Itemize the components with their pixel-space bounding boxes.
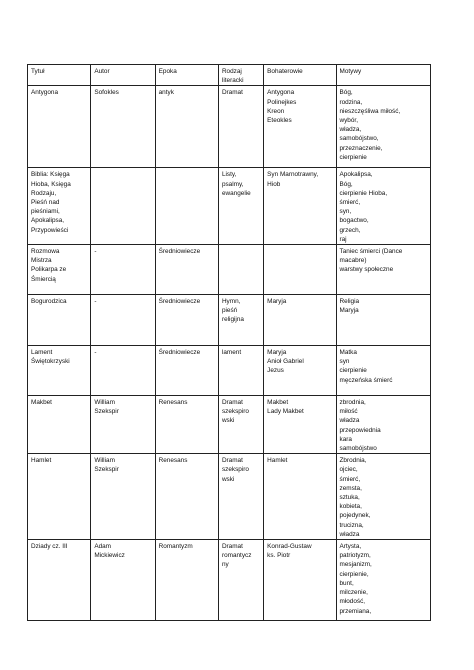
cell-motifs-line: miłość xyxy=(339,408,358,416)
cell-epoch-line: Renesans xyxy=(158,457,188,465)
cell-motifs-line: Artysta, xyxy=(339,543,362,551)
cell-genre-line: ewangelie xyxy=(221,189,251,197)
cell-title-line: Przypowieści xyxy=(31,226,69,234)
cell-motifs-line: cierpienie, xyxy=(339,570,369,578)
cell-motifs-line: warstwy społeczne xyxy=(339,266,394,274)
cell-motifs-line: bogactwo, xyxy=(339,217,369,225)
cell-title-line: Rodzaju, xyxy=(31,189,57,197)
cell-title-line: Hamlet xyxy=(31,457,52,465)
table-row xyxy=(28,346,431,396)
cell-motifs-line: młodość, xyxy=(339,598,366,606)
cell-genre-line: Dramat xyxy=(221,399,243,407)
header-author: Autor xyxy=(91,65,155,86)
cell-motifs-line: milczenie, xyxy=(339,589,368,597)
cell-heroes-line: Antygona xyxy=(267,89,295,97)
cell-motifs-line: śmierć, xyxy=(339,199,361,207)
cell-motifs-line: przemiana, xyxy=(339,607,372,615)
cell-epoch xyxy=(155,86,218,168)
cell-heroes xyxy=(264,454,336,540)
cell-heroes xyxy=(264,86,336,168)
cell-motifs-line: Apokalipsa, xyxy=(339,171,373,179)
cell-title-line: Mistrza xyxy=(31,257,52,265)
literature-table xyxy=(27,64,431,621)
cell-heroes-line: Hamlet xyxy=(267,457,288,465)
cell-genre-line: szekspiro xyxy=(221,466,249,474)
table-row xyxy=(28,295,431,346)
cell-genre xyxy=(218,245,263,295)
cell-motifs-line: patriotyzm, xyxy=(339,552,371,560)
cell-genre-line: pieśń xyxy=(221,307,238,315)
cell-motifs-line: raj xyxy=(339,235,347,243)
header-title: Tytuł xyxy=(28,65,91,86)
cell-title xyxy=(28,86,91,168)
cell-motifs xyxy=(336,245,431,295)
cell-author xyxy=(91,346,155,396)
cell-motifs-line: kobieta, xyxy=(339,503,362,511)
cell-title-line: Biblia: Księga xyxy=(31,171,70,179)
cell-epoch-line: Średniowiecze xyxy=(158,298,201,306)
cell-motifs-line: Zbrodnia, xyxy=(339,457,367,465)
cell-title xyxy=(28,346,91,396)
cell-heroes xyxy=(264,295,336,346)
cell-author-line: Mickiewicz xyxy=(94,552,125,560)
cell-author xyxy=(91,168,155,245)
cell-motifs-line: męczeńska śmierć xyxy=(339,376,393,384)
cell-motifs xyxy=(336,168,431,245)
cell-title xyxy=(28,168,91,245)
cell-heroes-line: Anioł Gabriel xyxy=(267,358,304,366)
cell-title xyxy=(28,295,91,346)
cell-motifs-line: nieszczęśliwa miłość, xyxy=(339,107,401,115)
cell-title-line: Śmiercią xyxy=(31,275,56,283)
cell-heroes xyxy=(264,245,336,295)
cell-epoch xyxy=(155,346,218,396)
cell-author-line: Sofokles xyxy=(94,89,119,97)
cell-motifs-line: przepowiednia xyxy=(339,426,381,434)
cell-title-line: Antygona xyxy=(31,89,59,97)
cell-epoch-line: antyk xyxy=(158,89,174,97)
cell-motifs-line: Religia xyxy=(339,298,360,306)
cell-motifs-line: zemsta, xyxy=(339,484,362,492)
table-header-row xyxy=(28,65,431,86)
cell-genre-line: wski xyxy=(221,475,235,483)
cell-motifs-line: bunt, xyxy=(339,579,354,587)
cell-motifs-line: Taniec śmierci (Dance xyxy=(339,248,403,256)
cell-genre-line: Dramat xyxy=(221,89,243,97)
cell-heroes-line: Hiob xyxy=(267,180,281,188)
cell-genre xyxy=(218,295,263,346)
cell-epoch-line: Średniowiecze xyxy=(158,349,201,357)
table-row xyxy=(28,245,431,295)
cell-author-line: - xyxy=(94,349,97,357)
cell-heroes-line: Lady Makbet xyxy=(267,408,304,416)
cell-motifs-line: cierpienie xyxy=(339,367,367,375)
cell-motifs-line: śmierć, xyxy=(339,475,361,483)
cell-genre xyxy=(218,540,263,621)
cell-title-line: pieśniami, xyxy=(31,208,60,216)
cell-heroes xyxy=(264,540,336,621)
cell-title-line: Dziady cz. III xyxy=(31,543,68,551)
table-row xyxy=(28,396,431,454)
cell-genre xyxy=(218,168,263,245)
cell-genre-line: Dramat xyxy=(221,543,243,551)
cell-heroes xyxy=(264,168,336,245)
cell-heroes-line: Maryja xyxy=(267,298,287,306)
cell-motifs-line: syn xyxy=(339,358,350,366)
cell-motifs-line: grzech, xyxy=(339,226,361,234)
cell-heroes xyxy=(264,396,336,454)
cell-title-line: Pieśń nad xyxy=(31,199,60,207)
cell-author-line: Szekspir xyxy=(94,408,119,416)
cell-author-line: Szekspir xyxy=(94,466,119,474)
cell-motifs-line: władza xyxy=(339,417,360,425)
cell-motifs xyxy=(336,396,431,454)
cell-motifs-line: mesjanizm, xyxy=(339,561,372,569)
cell-epoch xyxy=(155,245,218,295)
cell-epoch xyxy=(155,540,218,621)
cell-motifs-line: przeznaczenie, xyxy=(339,144,383,152)
cell-author xyxy=(91,295,155,346)
cell-epoch xyxy=(155,454,218,540)
cell-motifs-line: kara xyxy=(339,435,352,443)
table-row xyxy=(28,454,431,540)
cell-author-line: - xyxy=(94,248,97,256)
cell-epoch-line: Renesans xyxy=(158,399,188,407)
cell-genre xyxy=(218,454,263,540)
table-row xyxy=(28,168,431,245)
cell-author-line: William xyxy=(94,399,115,407)
cell-genre-line: szekspiro xyxy=(221,408,249,416)
cell-title-line: Świętokrzyski xyxy=(31,358,70,366)
cell-motifs-line: zbrodnia, xyxy=(339,399,366,407)
cell-heroes-line: Syn Marnotrawny, xyxy=(267,171,319,179)
cell-genre-line: Listy, xyxy=(221,171,237,179)
cell-author xyxy=(91,540,155,621)
cell-author xyxy=(91,454,155,540)
cell-title-line: Makbet xyxy=(31,399,52,407)
cell-motifs-line: cierpienie xyxy=(339,153,367,161)
cell-heroes xyxy=(264,346,336,396)
cell-title-line: Lament xyxy=(31,349,53,357)
cell-genre-line: wski xyxy=(221,417,235,425)
cell-motifs-line: cierpienie Hioba, xyxy=(339,189,388,197)
header-genre: Rodzaj literacki xyxy=(218,65,263,86)
cell-motifs-line: samobójstwo xyxy=(339,445,377,453)
cell-genre-line: lament xyxy=(221,349,242,357)
cell-author xyxy=(91,245,155,295)
cell-motifs-line: pojedynek, xyxy=(339,512,371,520)
cell-heroes-line: Maryja xyxy=(267,349,287,357)
cell-heroes-line: Kreon xyxy=(267,107,285,115)
cell-motifs-line: samobójstwo, xyxy=(339,135,379,143)
cell-motifs xyxy=(336,540,431,621)
cell-motifs-line: trucizna, xyxy=(339,521,364,529)
cell-epoch xyxy=(155,295,218,346)
cell-genre xyxy=(218,86,263,168)
cell-epoch-line: Romantyzm xyxy=(158,543,193,551)
cell-motifs xyxy=(336,346,431,396)
cell-title xyxy=(28,454,91,540)
cell-author xyxy=(91,396,155,454)
cell-author xyxy=(91,86,155,168)
cell-motifs-line: władza xyxy=(339,530,360,538)
cell-motifs-line: Matka xyxy=(339,349,357,357)
cell-motifs xyxy=(336,86,431,168)
cell-motifs-line: Bóg, xyxy=(339,180,353,188)
cell-title-line: Hioba, Księga xyxy=(31,180,71,188)
cell-genre-line: psalmy, xyxy=(221,180,244,188)
cell-genre-line: romantycz xyxy=(221,552,252,560)
cell-motifs xyxy=(336,295,431,346)
cell-title-line: Rozmowa xyxy=(31,248,60,256)
cell-author-line: Adam xyxy=(94,543,112,551)
cell-genre-line: Dramat xyxy=(221,457,243,465)
cell-genre-line: ny xyxy=(221,561,229,569)
cell-title xyxy=(28,245,91,295)
cell-title-line: Polikarpa ze xyxy=(31,266,67,274)
cell-heroes-line: Polinejkes xyxy=(267,98,297,106)
table-row xyxy=(28,86,431,168)
cell-motifs xyxy=(336,454,431,540)
cell-title xyxy=(28,540,91,621)
cell-author-line: William xyxy=(94,457,115,465)
cell-motifs-line: rodzina, xyxy=(339,98,363,106)
cell-title-line: Bogurodzica xyxy=(31,298,67,306)
cell-title-line: Apokalipsa, xyxy=(31,217,65,225)
cell-motifs-line: władza, xyxy=(339,126,362,134)
cell-motifs-line: sztuka, xyxy=(339,494,360,502)
cell-motifs-line: wybór, xyxy=(339,117,358,125)
cell-motifs-line: ojciec, xyxy=(339,466,358,474)
header-motifs: Motywy xyxy=(336,65,431,86)
cell-title xyxy=(28,396,91,454)
cell-motifs-line: macabre) xyxy=(339,257,367,265)
cell-heroes-line: Eteokles xyxy=(267,117,292,125)
cell-motifs-line: Maryja xyxy=(339,307,359,315)
header-epoch: Epoka xyxy=(155,65,218,86)
cell-epoch-line: Średniowiecze xyxy=(158,248,201,256)
cell-epoch xyxy=(155,396,218,454)
cell-genre-line: religijna xyxy=(221,316,244,324)
cell-genre-line: Hymn, xyxy=(221,298,241,306)
cell-epoch xyxy=(155,168,218,245)
cell-heroes-line: Konrad-Gustaw xyxy=(267,543,312,551)
cell-heroes-line: ks. Piotr xyxy=(267,552,291,560)
cell-motifs-line: Bóg, xyxy=(339,89,353,97)
cell-genre xyxy=(218,396,263,454)
cell-author-line: - xyxy=(94,298,97,306)
cell-genre xyxy=(218,346,263,396)
cell-heroes-line: Jezus xyxy=(267,367,284,375)
cell-heroes-line: Makbet xyxy=(267,399,289,407)
table-row xyxy=(28,540,431,621)
cell-motifs-line: syn, xyxy=(339,208,352,216)
header-heroes: Bohaterowie xyxy=(264,65,336,86)
